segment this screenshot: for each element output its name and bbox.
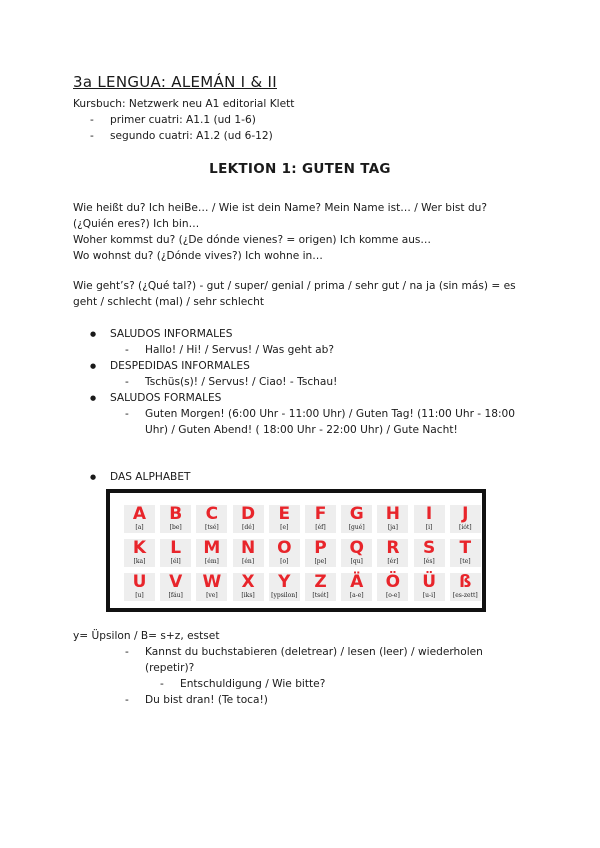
- intro-line-2: (¿Quién eres?) Ich bin…: [73, 218, 200, 230]
- alphabet-tile-30: [450, 573, 481, 601]
- alphabet-tile-23: [196, 573, 227, 601]
- alphabet-letter: X: [241, 572, 255, 592]
- alphabet-pronunciation: [a]: [135, 524, 144, 531]
- alphabet-letter: G: [349, 504, 364, 524]
- despedidas-informales-heading: ● DESPEDIDAS INFORMALES: [110, 358, 250, 374]
- alphabet-tile-12: [160, 539, 191, 567]
- alphabet-tile-20: [450, 539, 481, 567]
- alphabet-pronunciation: [ve]: [206, 592, 218, 599]
- alphabet-letter: H: [385, 504, 400, 524]
- alphabet-letter: V: [169, 572, 183, 592]
- cuatri-item-1: - primer cuatri: A1.1 (ud 1-6): [110, 112, 256, 128]
- alphabet-pronunciation: [ém]: [204, 558, 219, 565]
- alphabet-tile-26: [305, 573, 336, 601]
- alphabet-pronunciation: [gué]: [348, 524, 365, 531]
- alphabet-pronunciation: [e]: [280, 524, 289, 531]
- alphabet-letter: P: [314, 538, 327, 558]
- du-bist-dran-line: - Du bist dran! (Te toca!): [145, 692, 268, 708]
- alphabet-tile-9: [414, 505, 445, 533]
- alphabet-letter: Y: [278, 572, 291, 592]
- alphabet-tile-11: [124, 539, 155, 567]
- alphabet-pronunciation: [éf]: [315, 524, 326, 531]
- alphabet-tile-5: [269, 505, 300, 533]
- alphabet-pronunciation: [o]: [280, 558, 289, 565]
- alphabet-letter: M: [203, 538, 221, 558]
- alphabet-tile-16: [305, 539, 336, 567]
- alphabet-tile-25: [269, 573, 300, 601]
- alphabet-tile-1: [124, 505, 155, 533]
- alphabet-letter: ß: [459, 572, 472, 592]
- intro-line-1: Wie heißt du? Ich heiBe… / Wie ist dein Name? Mein Name ist… / Wer bist du?: [73, 202, 488, 214]
- alphabet-letter: J: [462, 504, 469, 524]
- alphabet-letter: E: [278, 504, 291, 524]
- buchstabieren-line-1: - Kannst du buchstabieren (deletrear) / lesen (leer) / wiederholen: [145, 644, 483, 660]
- alphabet-tile-19: [414, 539, 445, 567]
- saludos-informales-heading: ● SALUDOS INFORMALES: [110, 326, 232, 342]
- alphabet-pronunciation: [ér]: [387, 558, 399, 565]
- alphabet-pronunciation: [iót]: [458, 524, 472, 531]
- alphabet-pronunciation: [a-e]: [349, 592, 364, 599]
- alphabet-letter: W: [202, 572, 222, 592]
- alphabet-letter: L: [170, 538, 182, 558]
- alphabet-pronunciation: [tsét]: [312, 592, 329, 599]
- saludos-formales-item-line-1: - Guten Morgen! (6:00 Uhr - 11:00 Uhr) / Guten Tag! (11:00 Uhr - 18:00: [145, 406, 515, 422]
- alphabet-tile-14: [233, 539, 264, 567]
- alphabet-tile-8: [377, 505, 408, 533]
- alphabet-pronunciation: [és]: [423, 558, 435, 565]
- alphabet-tile-10: [450, 505, 481, 533]
- alphabet-letter: R: [386, 538, 400, 558]
- alphabet-letter: C: [205, 504, 219, 524]
- alphabet-pronunciation: [én]: [242, 558, 255, 565]
- alphabet-tile-7: [341, 505, 372, 533]
- alphabet-letter: B: [169, 504, 183, 524]
- alphabet-tile-28: [377, 573, 408, 601]
- alphabet-pronunciation: [tsé]: [205, 524, 219, 531]
- alphabet-pronunciation: [iks]: [241, 592, 255, 599]
- alphabet-pronunciation: [qu]: [350, 558, 363, 565]
- alphabet-pronunciation: [i]: [425, 524, 433, 531]
- alphabet-letter: Q: [349, 538, 364, 558]
- alphabet-pronunciation: [ja]: [387, 524, 398, 531]
- alphabet-pronunciation: [fáu]: [168, 592, 183, 599]
- alphabet-letter: Z: [314, 572, 327, 592]
- alphabet-letter: U: [132, 572, 147, 592]
- alphabet-pronunciation: [él]: [170, 558, 181, 565]
- alphabet-tile-22: [160, 573, 191, 601]
- alphabet-tile-18: [377, 539, 408, 567]
- alphabet-tile-21: [124, 573, 155, 601]
- alphabet-pronunciation: [u-i]: [422, 592, 436, 599]
- alphabet-chart: [106, 489, 486, 612]
- alphabet-letter: N: [240, 538, 256, 558]
- alphabet-letter: O: [277, 538, 292, 558]
- buchstabieren-line-2: (repetir)?: [145, 662, 195, 674]
- intro-line-3: Woher kommst du? (¿De dónde vienes? = origen) Ich komme aus…: [73, 234, 432, 246]
- alphabet-tile-29: [414, 573, 445, 601]
- alphabet-tile-24: [233, 573, 264, 601]
- alphabet-letter: D: [241, 504, 256, 524]
- geht-line-1: Wie geht’s? (¿Qué tal?) - gut / super/ genial / prima / sehr gut / na ja (sin más) = es: [73, 280, 516, 292]
- alphabet-pronunciation: [es-zett]: [452, 592, 478, 599]
- alphabet-heading: ● DAS ALPHABET: [110, 469, 191, 485]
- page-title: 3a LENGUA: ALEMÁN I & II: [73, 73, 277, 91]
- despedidas-informales-item: - Tschüs(s)! / Servus! / Ciao! - Tschau!: [145, 374, 337, 390]
- kursbuch-line: Kursbuch: Netzwerk neu A1 editorial Klett: [73, 98, 295, 110]
- alphabet-tile-15: [269, 539, 300, 567]
- alphabet-letter: I: [425, 504, 433, 524]
- alphabet-letter: T: [459, 538, 472, 558]
- alphabet-pronunciation: [ypsilon]: [271, 592, 298, 599]
- alphabet-tile-17: [341, 539, 372, 567]
- saludos-formales-heading: ● SALUDOS FORMALES: [110, 390, 221, 406]
- alphabet-tile-2: [160, 505, 191, 533]
- alphabet-pronunciation: [u]: [135, 592, 144, 599]
- alphabet-tile-13: [196, 539, 227, 567]
- alphabet-letter: Ä: [350, 572, 364, 592]
- alphabet-letter: Ö: [385, 572, 401, 592]
- alphabet-pronunciation: [te]: [459, 558, 471, 565]
- intro-line-4: Wo wohnst du? (¿Dónde vives?) Ich wohne in…: [73, 250, 323, 262]
- alphabet-pronunciation: [dé]: [242, 524, 255, 531]
- alphabet-letter: K: [132, 538, 147, 558]
- alphabet-tile-27: [341, 573, 372, 601]
- cuatri-item-2: - segundo cuatri: A1.2 (ud 6-12): [110, 128, 273, 144]
- saludos-informales-item: - Hallo! / Hi! / Servus! / Was geht ab?: [145, 342, 334, 358]
- alphabet-letter: S: [422, 538, 436, 558]
- entschuldigung-line: - Entschuldigung / Wie bitte?: [180, 676, 325, 692]
- alphabet-tile-3: [196, 505, 227, 533]
- alphabet-pronunciation: [o-e]: [385, 592, 400, 599]
- alphabet-tile-6: [305, 505, 336, 533]
- alphabet-letter: Ü: [422, 572, 436, 592]
- geht-line-2: geht / schlecht (mal) / sehr schlecht: [73, 296, 265, 308]
- y-note: y= Üpsilon / B= s+z, estset: [73, 630, 220, 642]
- alphabet-pronunciation: [ka]: [133, 558, 146, 565]
- saludos-formales-item-line-2: Uhr) / Guten Abend! ( 18:00 Uhr - 22:00 Uhr) / Gute Nacht!: [145, 424, 458, 436]
- alphabet-letter: F: [314, 504, 327, 524]
- alphabet-pronunciation: [pe]: [314, 558, 327, 565]
- lesson-title: LEKTION 1: GUTEN TAG: [209, 161, 391, 177]
- alphabet-tile-4: [233, 505, 264, 533]
- alphabet-pronunciation: [be]: [169, 524, 182, 531]
- alphabet-letter: A: [132, 504, 147, 524]
